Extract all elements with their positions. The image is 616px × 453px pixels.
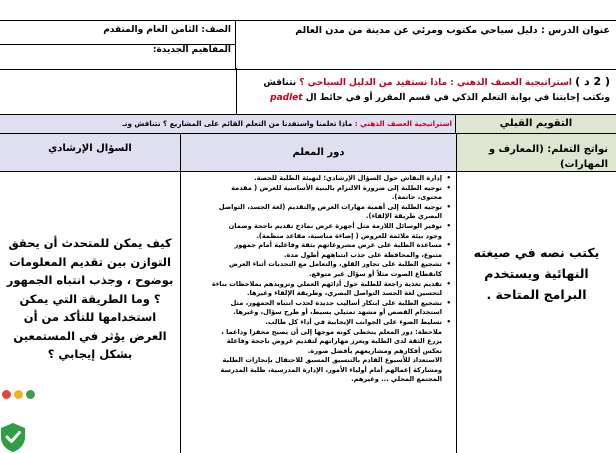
teacher-role-item: البصري طريقة الإلقاء). (366, 212, 442, 221)
strategy-label: استراتيجية العصف الذهني : (450, 78, 572, 88)
grade-value: الثامن العام والمتقدم (103, 25, 199, 35)
column-headers (0, 134, 616, 172)
teacher-role-item: تعكس أفكارهم ومشاريعهم بأفضل صورة. (307, 346, 442, 355)
strategy-line-1 (237, 74, 610, 91)
lesson-title-cell (236, 21, 616, 69)
green-dot-icon (26, 390, 35, 399)
guiding-question-header: السؤال الإرشادي (0, 134, 180, 171)
pre-assessment-text (0, 115, 456, 133)
teacher-role-list (185, 174, 452, 385)
teacher-role-item: يزرع الثقة لدى الطلبة ويعزز مهاراتهم لتقديم عروض ناجحة وفاعلة (226, 337, 442, 346)
guiding-question-cell: كيف يمكن للمتحدث أن يحقق التوازن بين تقديم المعلومات بوضوح ، وجذب انتباه الجمهور ؟ وما الطريقة التي يمكن استخدامها للتأكد من أن العرض يؤثر في المستمعين بشكل إيجابي ؟ (6, 236, 174, 361)
teacher-role-item: • تسليط الضوء على الجوانب الإيجابية في أداء كل طالب. (185, 318, 442, 328)
new-concepts-cell (0, 45, 236, 69)
teacher-role-item: محتوى، خاتمة). (391, 193, 442, 202)
grade-cell (0, 21, 236, 45)
strategy-number: ( 2 د ) (575, 75, 610, 88)
pre-assessment-label: التقويم القبلي (455, 115, 616, 133)
red-dot-icon (2, 390, 11, 399)
teacher-role-item: • إدارة النقاش حول السؤال الإرشادي؛ لتهيئة الطلبة للحصة. (185, 174, 442, 184)
teacher-role-item: • مساعدة الطلبة على عرض مشروعاتهم بثقة وفاعلية أمام جمهور (185, 241, 442, 251)
teacher-role-item: • توفير الوسائل اللازمة مثل أجهزة عرض نماذج تقديم ناجحة وضمان (185, 222, 442, 232)
teacher-role-item: المجتمع المحلي ... وغيرهم. (351, 375, 442, 384)
pre-assessment-strategy: استراتيجية العصف الذهني : (354, 119, 452, 128)
teacher-role-item: الاستعداد للأسبوع القادم بالتنسيق المسبق للاحتفال بإنجازات الطلبة (222, 356, 442, 365)
pre-assessment-row (0, 114, 616, 134)
lesson-title: دليل سياحي مكتوب ومرئي عن مدينة من مدن العالم (295, 25, 538, 36)
lesson-label: عنوان الدرس : (541, 25, 610, 36)
strategy-block (236, 68, 616, 114)
grade-label: الصف: (201, 25, 231, 35)
lesson-header (0, 20, 616, 70)
pre-assessment-question: ماذا تعلمنا واستفدنا من التعلم القائم على المشاريع ؟ نتناقش ونـ (122, 119, 353, 128)
teacher-role-header: دور المعلم (180, 134, 456, 171)
teacher-role-item: ومشاركة إعمالهم أمام أولياء الأمور، الإدارة المدرسية، طلبة المدرسة (220, 365, 442, 374)
strategy-line-2 (237, 91, 610, 106)
teacher-role-item: كانقطاع الصوت مثلاً أو سؤال غير متوقع. (309, 269, 442, 278)
teacher-role-item: • توجيه الطلبة إلى أهمية مهارات العرض والتقديم (لغة الجسد، التواصل (185, 203, 442, 213)
padlet-label: padlet (270, 93, 303, 103)
teacher-role-item: ملاحظة: دور المعلم يتخطى كونه موجها إلى أن يصبح محفزا وداعما ، (221, 327, 442, 336)
teacher-role-item: • تقديم تغذية راجعة للطلبة حول أدائهم العملي وتزويدهم بملاحظات بناءة (185, 280, 442, 290)
outcomes-header: نواتج التعلم: (المعارف و المهارات) (456, 134, 616, 171)
teacher-role-item: وجود بيئة ملائمة للعروض ( إضاءة مناسبة، مقاعد منظمة). (256, 231, 442, 240)
teacher-role-item: • توجيه الطلبة إلى ضرورة الالتزام بالبنية الأساسية للعرض ( مقدمة (185, 184, 442, 194)
strategy-action: نتناقش (263, 78, 297, 88)
window-dots (0, 388, 40, 402)
lesson-body (0, 172, 616, 453)
yellow-dot-icon (14, 390, 23, 399)
teacher-role-item: • تشجيع الطلبة على ابتكار أساليب جديدة لجذب انتباه الجمهور، مثل (185, 299, 442, 309)
teacher-role-item: استخدام القصص أو مشهد تمثيلي بسيط، أو طرح سؤال، وغيرها. (233, 308, 442, 317)
teacher-role-item: • تشجيع الطلبة على تجاوز القلق، والتعامل مع التحديات أثناء العرض (185, 260, 442, 270)
strategy-question: ماذا نستفيد من الدليل السياحي ؟ (299, 78, 448, 88)
teacher-role-item: لتحسين لغة الجسد التواصل البصري، وطريقة الإلقاء وغيرها. (247, 289, 442, 298)
teacher-role-item: متنوع، والمحافظة على جذب انتباههم أطول مدة. (284, 250, 442, 259)
shield-check-icon (0, 422, 26, 453)
teacher-role-cell (180, 172, 456, 453)
strategy-instruction: ونكتب إجابتنا في بوابة التعلم الذكي في قسم المقرر أو في حائط ال (305, 93, 610, 103)
outcomes-cell: يكتب نصه في صيغته النهائية ويستخدم البرامج المتاحة . (456, 172, 616, 453)
new-concepts-label: المفاهيم الجديدة: (152, 45, 231, 55)
